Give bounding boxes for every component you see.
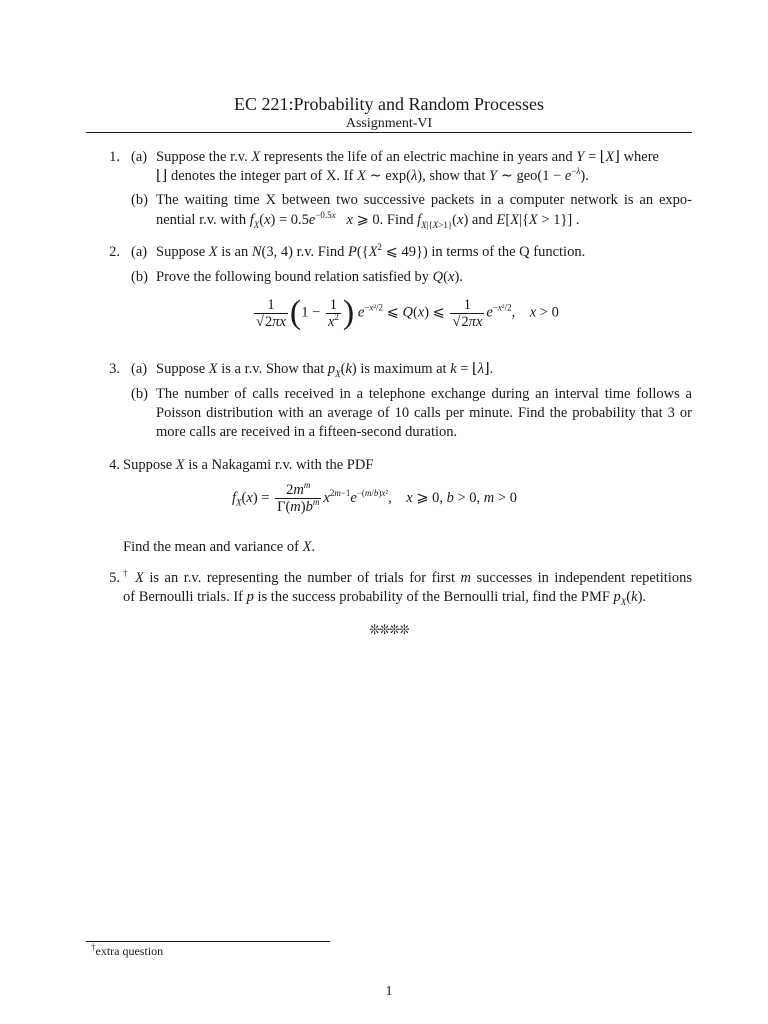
question-3b-line-1: The number of calls received in a telephone exchange during an interval time follows a [156, 386, 692, 402]
footnote [91, 943, 163, 959]
part-label: (b) [131, 386, 148, 402]
part-label: (a) [131, 244, 148, 260]
section-ornament: ❊❊❊❊ [369, 623, 409, 638]
question-number: 5. [109, 570, 120, 586]
question-5-line-2: of Bernoulli trials. If p is the success probability of the Bernoulli trial, find the PMF $p_X(k)$. [123, 589, 647, 607]
nakagami-pdf-equation: $f_X(x)$ = $\frac{2m^m}{\Gamma(m)b^m}$ $x^{2m-1}e^{-(m/b)x^2}$, x ⩾ 0, b > 0, m > 0 [232, 480, 517, 515]
q-function-bound-equation: $\frac{1}{√2\pi x}$ (1 − $\frac{1}{x^2}$ ) $e^{-x^2/2}$ ⩽ Q(x) ⩽ $\frac{1}{√2\pi x}$ $e^{-x^2/2}$, x > 0 [256, 294, 559, 331]
title-rule [86, 132, 692, 133]
question-number: 4. [109, 457, 120, 473]
question-3a-text: Suppose X is a r.v. Show that $p_X(k)$ is maximum at k = ⌊λ⌋. [156, 361, 494, 379]
question-5-line-1: † X is an r.v. representing the number of trials for first m successes in independent repetitions [123, 568, 693, 586]
question-3b-line-3: more calls are received in a fifteen-second duration. [156, 424, 458, 440]
assignment-subtitle: Assignment-VI [345, 116, 433, 131]
question-number: 2. [109, 244, 120, 260]
question-4-text: Suppose X is a Nakagami r.v. with the PDF [123, 457, 374, 473]
dagger-mark: † [123, 568, 130, 579]
question-1b-line-2: nential r.v. with $f_X(x) = 0.5e^{-0.5x}$ x ⩾ 0. Find $f_{X|\{X>1\}}(x)$ and E[X|{X > 1}] . [156, 210, 580, 230]
question-2a-text: Suppose X is an N(3, 4) r.v. Find $P(\{X^2$ ⩽ 49}) in terms of the Q function. [156, 242, 586, 260]
part-label: (b) [131, 192, 148, 208]
question-1b-line-1: The waiting time X between two successive packets in a computer network is an expo- [156, 192, 692, 208]
part-label: (a) [131, 361, 148, 377]
footnote-text: extra question [95, 944, 164, 958]
question-4-find-text: Find the mean and variance of X. [123, 539, 316, 555]
question-1a-line-1: Suppose the r.v. X represents the life of an electric machine in years and Y = ⌊X⌋ where [156, 149, 659, 165]
footnote-mark: † [91, 942, 96, 952]
question-1a-line-2: ⌊⌋ denotes the integer part of X. If X ∼ exp(λ), show that Y ∼ $geo(1 - e^{-\lambda})$. [156, 166, 589, 184]
question-2b-text: Prove the following bound relation satisfied by Q(x). [156, 269, 463, 285]
page-number: 1 [385, 984, 393, 999]
document-title: EC 221:Probability and Random Processes [234, 94, 544, 114]
part-label: (b) [131, 269, 148, 285]
footnote-rule [86, 941, 330, 942]
question-number: 3. [109, 361, 120, 377]
part-label: (a) [131, 149, 148, 165]
question-number: 1. [109, 149, 120, 165]
question-3b-line-2: Poisson distribution with an average of 10 calls per minute. Find the probability that 3 or [156, 405, 692, 421]
